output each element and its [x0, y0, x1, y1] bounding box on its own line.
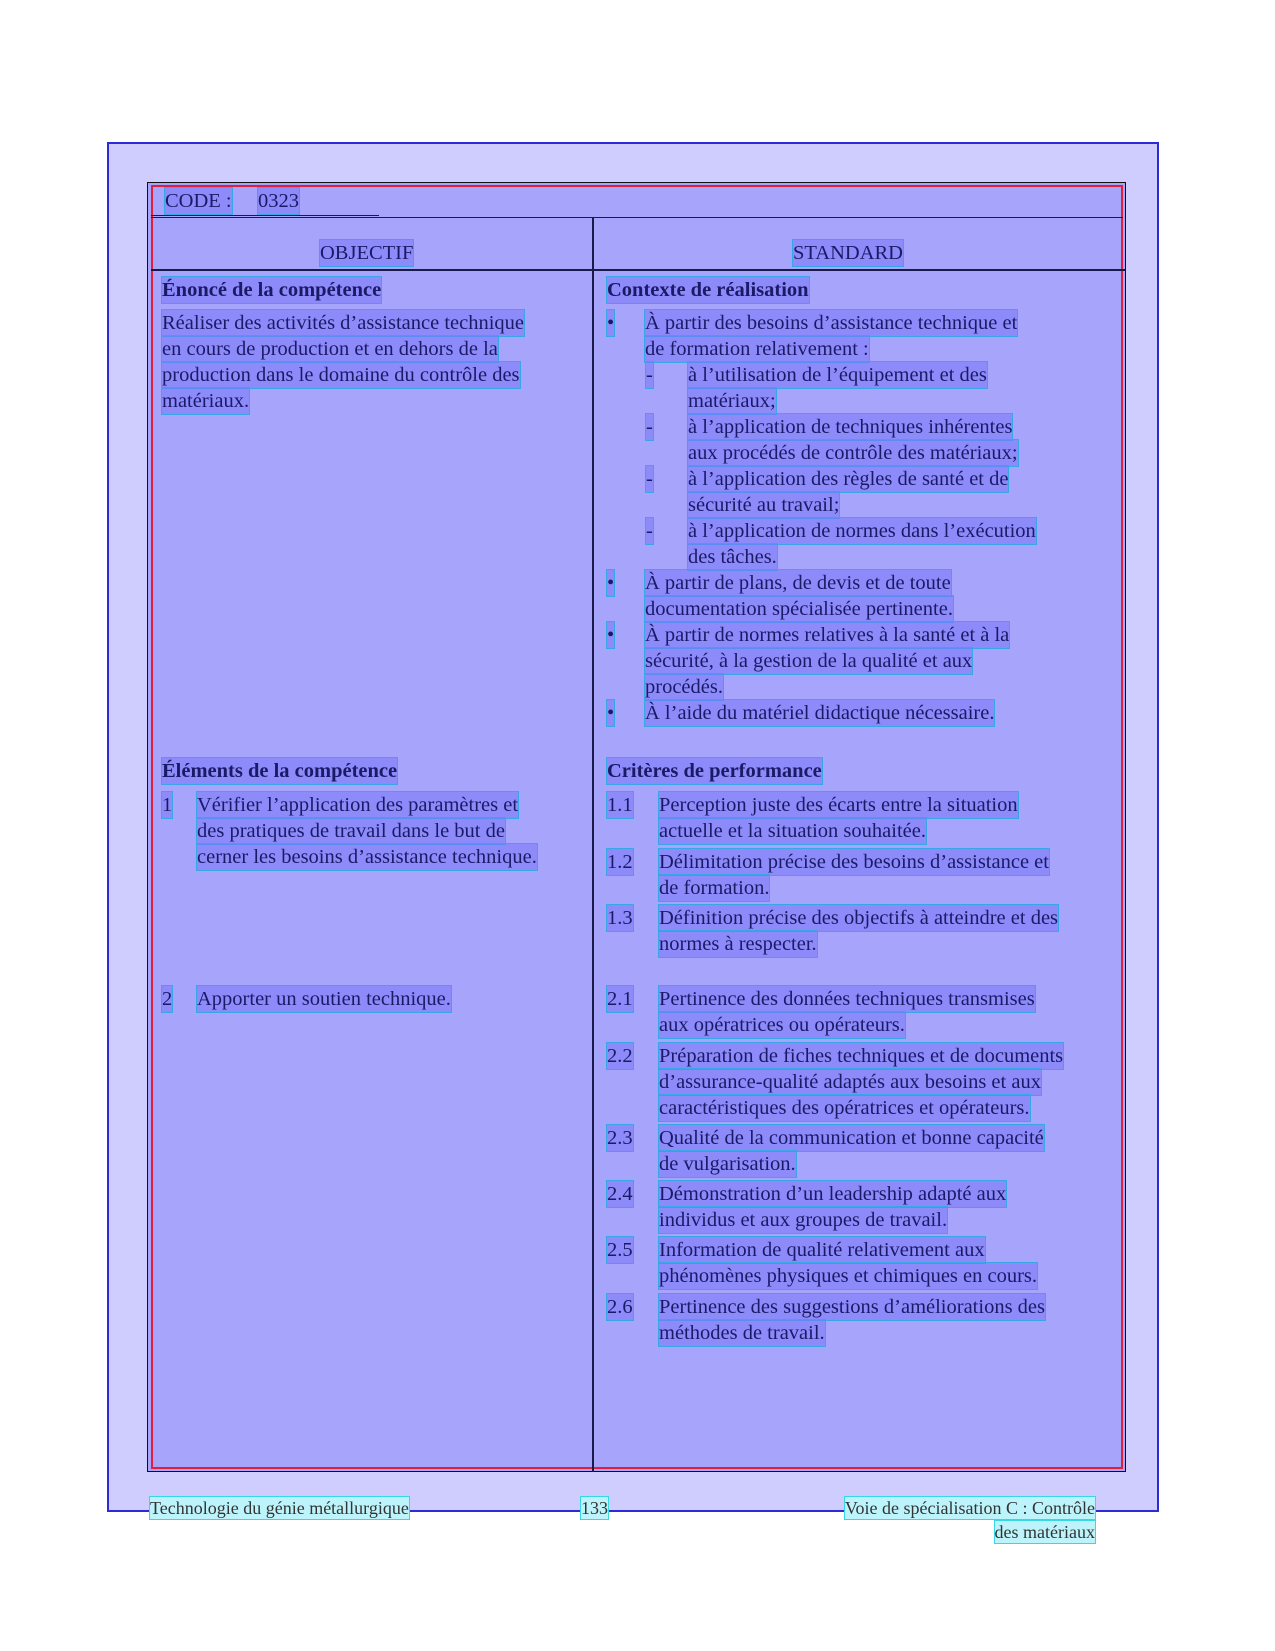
- column-divider: [592, 218, 594, 1472]
- contexte-line: À partir des besoins d’assistance technique et: [645, 312, 1018, 334]
- footer-page-number: 133: [581, 1498, 608, 1518]
- footer-section: Voie de spécialisation C : Contrôle: [844, 1498, 1095, 1518]
- contexte-line: aux procédés de contrôle des matériaux;: [688, 442, 1018, 464]
- critere-line: individus et aux groupes de travail.: [659, 1209, 948, 1231]
- contexte-line: procédés.: [645, 676, 723, 698]
- bullet-icon: •: [607, 312, 615, 334]
- header-divider: [151, 217, 1123, 218]
- critere-number: 2.3: [607, 1127, 633, 1149]
- element-line: Apporter un soutien technique.: [197, 988, 451, 1010]
- critere-line: Qualité de la communication et bonne capacité: [659, 1127, 1044, 1149]
- dash-icon: -: [646, 364, 653, 386]
- contexte-line: À l’aide du matériel didactique nécessaire.: [645, 702, 995, 724]
- critere-line: Information de qualité relativement aux: [659, 1239, 985, 1261]
- critere-number: 1.1: [607, 794, 633, 816]
- contexte-line: des tâches.: [688, 546, 777, 568]
- critere-number: 1.2: [607, 851, 633, 873]
- code-value: 0323: [258, 190, 299, 212]
- critere-line: aux opératrices ou opérateurs.: [659, 1014, 905, 1036]
- critere-line: actuelle et la situation souhaitée.: [659, 820, 926, 842]
- contexte-line: à l’application des règles de santé et de: [688, 468, 1009, 490]
- critere-line: phénomènes physiques et chimiques en cours.: [659, 1265, 1038, 1287]
- contexte-line: À partir de plans, de devis et de toute: [645, 572, 951, 594]
- element-number: 1: [162, 794, 173, 816]
- critere-line: de vulgarisation.: [659, 1153, 796, 1175]
- enonce-line: Réaliser des activités d’assistance technique: [162, 312, 525, 334]
- element-line: cerner les besoins d’assistance technique.: [197, 846, 537, 868]
- criteres-title: Critères de performance: [607, 760, 822, 782]
- contexte-line: documentation spécialisée pertinente.: [645, 598, 953, 620]
- contexte-line: sécurité, à la gestion de la qualité et aux: [645, 650, 973, 672]
- element-line: des pratiques de travail dans le but de: [197, 820, 505, 842]
- critere-line: Pertinence des suggestions d’améliorations des: [659, 1296, 1045, 1318]
- contexte-title: Contexte de réalisation: [607, 279, 809, 301]
- critere-number: 2.5: [607, 1239, 633, 1261]
- element-number: 2: [162, 988, 173, 1010]
- code-label: CODE :: [165, 190, 232, 212]
- footer-section: des matériaux: [994, 1522, 1095, 1542]
- code-underline: [151, 215, 379, 216]
- critere-line: Délimitation précise des besoins d’assistance et: [659, 851, 1049, 873]
- critere-line: d’assurance-qualité adaptés aux besoins et aux: [659, 1071, 1041, 1093]
- critere-line: de formation.: [659, 877, 770, 899]
- bullet-icon: •: [607, 702, 615, 724]
- bullet-icon: •: [607, 624, 615, 646]
- critere-line: caractéristiques des opératrices et opérateurs.: [659, 1097, 1030, 1119]
- dash-icon: -: [646, 468, 653, 490]
- contexte-line: sécurité au travail;: [688, 494, 840, 516]
- critere-line: Préparation de fiches techniques et de documents: [659, 1045, 1064, 1067]
- contexte-line: de formation relativement :: [645, 338, 869, 360]
- critere-line: Définition précise des objectifs à atteindre et des: [659, 907, 1059, 929]
- column-header-divider: [151, 269, 1125, 271]
- critere-number: 2.4: [607, 1183, 633, 1205]
- enonce-title: Énoncé de la compétence: [162, 279, 382, 301]
- elements-title: Éléments de la compétence: [162, 760, 398, 782]
- dash-icon: -: [646, 416, 653, 438]
- critere-line: Pertinence des données techniques transmises: [659, 988, 1035, 1010]
- critere-line: normes à respecter.: [659, 933, 817, 955]
- critere-line: Démonstration d’un leadership adapté aux: [659, 1183, 1007, 1205]
- enonce-line: en cours de production et en dehors de la: [162, 338, 498, 360]
- enonce-line: production dans le domaine du contrôle des: [162, 364, 520, 386]
- dash-icon: -: [646, 520, 653, 542]
- objectif-header: OBJECTIF: [320, 242, 414, 264]
- bullet-icon: •: [607, 572, 615, 594]
- footer-document-title: Technologie du génie métallurgique: [150, 1498, 409, 1518]
- critere-number: 2.1: [607, 988, 633, 1010]
- contexte-line: à l’utilisation de l’équipement et des: [688, 364, 987, 386]
- critere-number: 2.6: [607, 1296, 633, 1318]
- standard-header: STANDARD: [793, 242, 903, 264]
- contexte-line: À partir de normes relatives à la santé et à la: [645, 624, 1010, 646]
- contexte-line: à l’application de techniques inhérentes: [688, 416, 1013, 438]
- critere-line: méthodes de travail.: [659, 1322, 825, 1344]
- contexte-line: à l’application de normes dans l’exécution: [688, 520, 1036, 542]
- critere-line: Perception juste des écarts entre la situation: [659, 794, 1018, 816]
- element-line: Vérifier l’application des paramètres et: [197, 794, 519, 816]
- enonce-line: matériaux.: [162, 390, 250, 412]
- contexte-line: matériaux;: [688, 390, 776, 412]
- critere-number: 2.2: [607, 1045, 633, 1067]
- critere-number: 1.3: [607, 907, 633, 929]
